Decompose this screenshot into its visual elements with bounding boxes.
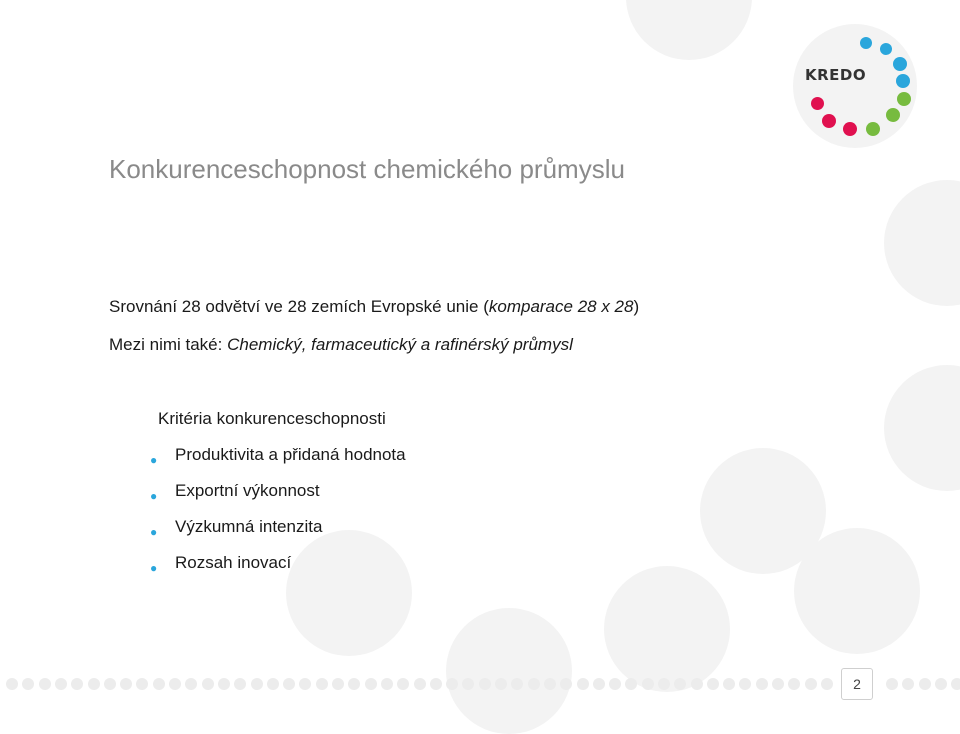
footer-dot (479, 678, 491, 690)
footer-dot (218, 678, 230, 690)
criteria-item-label: Výzkumná intenzita (175, 517, 323, 536)
footer-dot (104, 678, 116, 690)
footer-dot (805, 678, 817, 690)
footer-dot (495, 678, 507, 690)
footer-dot (88, 678, 100, 690)
intro-line-comparison-italic: komparace 28 x 28 (488, 297, 634, 316)
footer-dot (609, 678, 621, 690)
background-circle (884, 180, 960, 306)
logo-dot-icon (811, 97, 824, 110)
footer-dot (348, 678, 360, 690)
footer-dot (71, 678, 83, 690)
background-circle (884, 365, 960, 491)
bullet-icon: ● (150, 453, 158, 467)
footer-dot (397, 678, 409, 690)
footer-dot (560, 678, 572, 690)
footer-dot (267, 678, 279, 690)
criteria-item-label: Rozsah inovací (175, 553, 292, 572)
footer-dot (22, 678, 34, 690)
logo-dot-icon (896, 74, 910, 88)
footer-dot (462, 678, 474, 690)
footer-dot (544, 678, 556, 690)
footer-dot (772, 678, 784, 690)
footer-dot (951, 678, 960, 690)
footer-dot (381, 678, 393, 690)
footer-dot (153, 678, 165, 690)
footer-dot (756, 678, 768, 690)
footer-dot (169, 678, 181, 690)
criteria-heading: Kritéria konkurenceschopnosti (158, 409, 386, 428)
intro-line-comparison-close: ) (633, 297, 640, 316)
intro-line-industries-italic: Chemický, farmaceutický a rafinérský průmysl (227, 335, 573, 354)
intro-line-industries-text: Mezi nimi také: (109, 335, 228, 354)
footer-dot (136, 678, 148, 690)
footer-dot (234, 678, 246, 690)
background-circle (446, 608, 572, 734)
footer-dot (185, 678, 197, 690)
footer-dot (707, 678, 719, 690)
page-number: 2 (841, 668, 873, 700)
footer-dot (674, 678, 686, 690)
footer-dot (446, 678, 458, 690)
logo-dot-icon (866, 122, 880, 136)
bullet-icon: ● (150, 489, 158, 503)
bullet-icon: ● (150, 561, 158, 575)
footer-dot (202, 678, 214, 690)
logo-dot-icon (897, 92, 911, 106)
footer-dot (283, 678, 295, 690)
footer-dot (723, 678, 735, 690)
background-circle (286, 530, 412, 656)
footer-dot (511, 678, 523, 690)
logo-text: KREDO (805, 66, 867, 84)
criteria-item-label: Exportní výkonnost (175, 481, 320, 500)
footer-dot (935, 678, 947, 690)
footer-dot-row (0, 678, 960, 692)
footer-dot (902, 678, 914, 690)
footer-dot (788, 678, 800, 690)
footer-dot (528, 678, 540, 690)
background-circle (626, 0, 752, 60)
footer-dot (316, 678, 328, 690)
logo-dot-icon (893, 57, 907, 71)
footer-dot (299, 678, 311, 690)
criteria-item-label: Produktivita a přidaná hodnota (175, 445, 406, 464)
footer-dot (251, 678, 263, 690)
footer-dot (39, 678, 51, 690)
footer-dot (642, 678, 654, 690)
footer-dot (332, 678, 344, 690)
footer-dot (919, 678, 931, 690)
footer-dot (414, 678, 426, 690)
footer-dot (886, 678, 898, 690)
intro-line-comparison (109, 297, 639, 317)
footer-dot (625, 678, 637, 690)
logo-dot-icon (843, 122, 857, 136)
slide-title: Konkurenceschopnost chemického průmyslu (109, 154, 625, 184)
logo-dot-icon (822, 114, 836, 128)
logo-dot-icon (860, 37, 872, 49)
footer-dot (593, 678, 605, 690)
background-circle (604, 566, 730, 692)
intro-line-comparison-text: Srovnání 28 odvětví ve 28 zemích Evropské unie ( (109, 297, 489, 316)
intro-line-industries (109, 335, 573, 355)
logo-dot-icon (880, 43, 892, 55)
footer-dot (658, 678, 670, 690)
logo-dot-icon (886, 108, 900, 122)
footer-dot (120, 678, 132, 690)
footer-dot (55, 678, 67, 690)
footer-dot (739, 678, 751, 690)
footer-dot (691, 678, 703, 690)
footer-dot (577, 678, 589, 690)
footer-dot (821, 678, 833, 690)
footer-dot (430, 678, 442, 690)
bullet-icon: ● (150, 525, 158, 539)
footer-dot (365, 678, 377, 690)
background-circle (794, 528, 920, 654)
footer-dot (6, 678, 18, 690)
